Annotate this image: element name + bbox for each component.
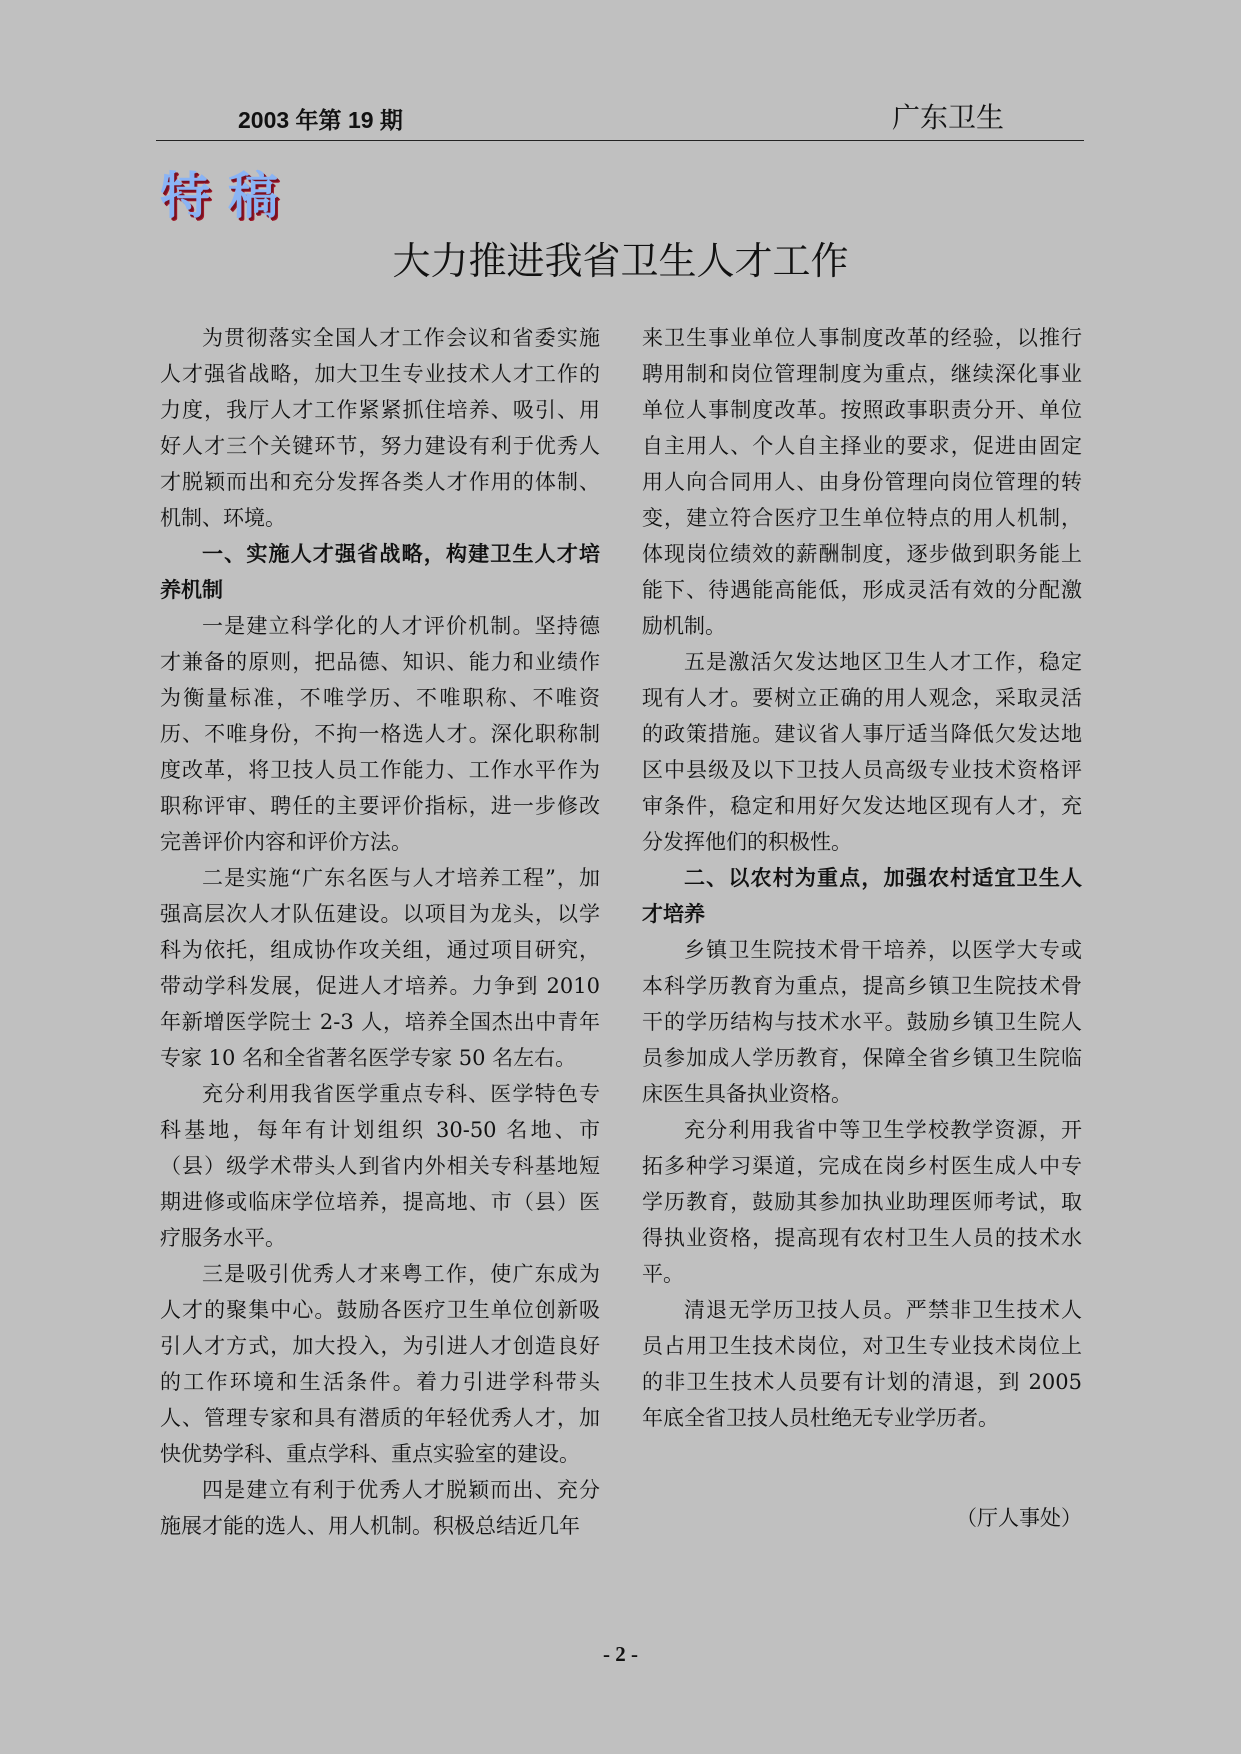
paragraph: 充分利用我省中等卫生学校教学资源，开拓多种学习渠道，完成在岗乡村医生成人中专学历教育，鼓励其参加执业助理医师考试，取得执业资格，提高现有农村卫生人员的技术水平。	[642, 1118, 1082, 1286]
section-heading: 二、以农村为重点，加强农村适宜卫生人才培养	[642, 866, 1082, 926]
paragraph: 为贯彻落实全国人才工作会议和省委实施人才强省战略，加大卫生专业技术人才工作的力度，我厅人才工作紧紧抓住培养、吸引、用好人才三个关键环节，努力建设有利于优秀人才脱颖而出和充分发挥各类人才作用的体制、机制、环境。	[160, 326, 600, 530]
paragraph: 清退无学历卫技人员。严禁非卫生技术人员占用卫生技术岗位，对卫生专业技术岗位上的非卫生技术人员要有计划的清退，到 2005 年底全省卫技人员杜绝无专业学历者。	[642, 1298, 1082, 1430]
article-title-text: 大力推进我省卫生人才工作	[392, 239, 849, 283]
page-number: - 2 -	[603, 1642, 638, 1666]
section-heading: 一、实施人才强省战略，构建卫生人才培养机制	[160, 542, 600, 602]
paragraph: 三是吸引优秀人才来粤工作，使广东成为人才的聚集中心。鼓励各医疗卫生单位创新吸引人才方式，加大投入，为引进人才创造良好的工作环境和生活条件。着力引进学科带头人、管理专家和具有潜质的年轻优秀人才，加快优势学科、重点学科、重点实验室的建设。	[160, 1262, 600, 1466]
paragraph: 二是实施“广东名医与人才培养工程”，加强高层次人才队伍建设。以项目为龙头，以学科为依托，组成协作攻关组，通过项目研究，带动学科发展，促进人才培养。力争到 2010 年新增医学院士 2-3 人，培养全国杰出中青年专家 10 名和全省著名医学专家 50 名左右。	[160, 866, 600, 1070]
journal-name: 广东卫生	[891, 101, 1004, 134]
paragraph: 充分利用我省医学重点专科、医学特色专科基地，每年有计划组织 30-50 名地、市（县）级学术带头人到省内外相关专科基地短期进修或临床学位培养，提高地、市（县）医疗服务水平。	[160, 1082, 600, 1250]
paragraph: 四是建立有利于优秀人才脱颖而出、充分施展才能的选人、用人机制。积极总结近几年	[160, 1478, 600, 1538]
page-header	[156, 96, 1084, 141]
issue-label: 2003 年第 19 期	[238, 107, 403, 133]
section-tag: 特稿	[160, 166, 296, 225]
paragraph: 五是激活欠发达地区卫生人才工作，稳定现有人才。要树立正确的用人观念，采取灵活的政策措施。建议省人事厅适当降低欠发达地区中县级及以下卫技人员高级专业技术资格评审条件，稳定和用好欠发达地区现有人才，充分发挥他们的积极性。	[642, 650, 1082, 854]
paragraph-continued: 来卫生事业单位人事制度改革的经验，以推行聘用制和岗位管理制度为重点，继续深化事业单位人事制度改革。按照政事职责分开、单位自主用人、个人自主择业的要求，促进由固定用人向合同用人、由身份管理向岗位管理的转变，建立符合医疗卫生单位特点的用人机制，体现岗位绩效的薪酬制度，逐步做到职务能上能下、待遇能高能低，形成灵活有效的分配激励机制。	[642, 326, 1082, 638]
left-column	[160, 320, 600, 1544]
paragraph: 一是建立科学化的人才评价机制。坚持德才兼备的原则，把品德、知识、能力和业绩作为衡量标准，不唯学历、不唯职称、不唯资历、不唯身份，不拘一格选人才。深化职称制度改革，将卫技人员工作能力、工作水平作为职称评审、聘任的主要评价指标，进一步修改完善评价内容和评价方法。	[160, 614, 600, 854]
article-title	[0, 230, 1241, 285]
article-source: （厅人事处）	[956, 1506, 1082, 1530]
paragraph: 乡镇卫生院技术骨干培养，以医学大专或本科学历教育为重点，提高乡镇卫生院技术骨干的学历结构与技术水平。鼓励乡镇卫生院人员参加成人学历教育，保障全省乡镇卫生院临床医生具备执业资格。	[642, 938, 1082, 1106]
right-column	[642, 320, 1082, 1436]
